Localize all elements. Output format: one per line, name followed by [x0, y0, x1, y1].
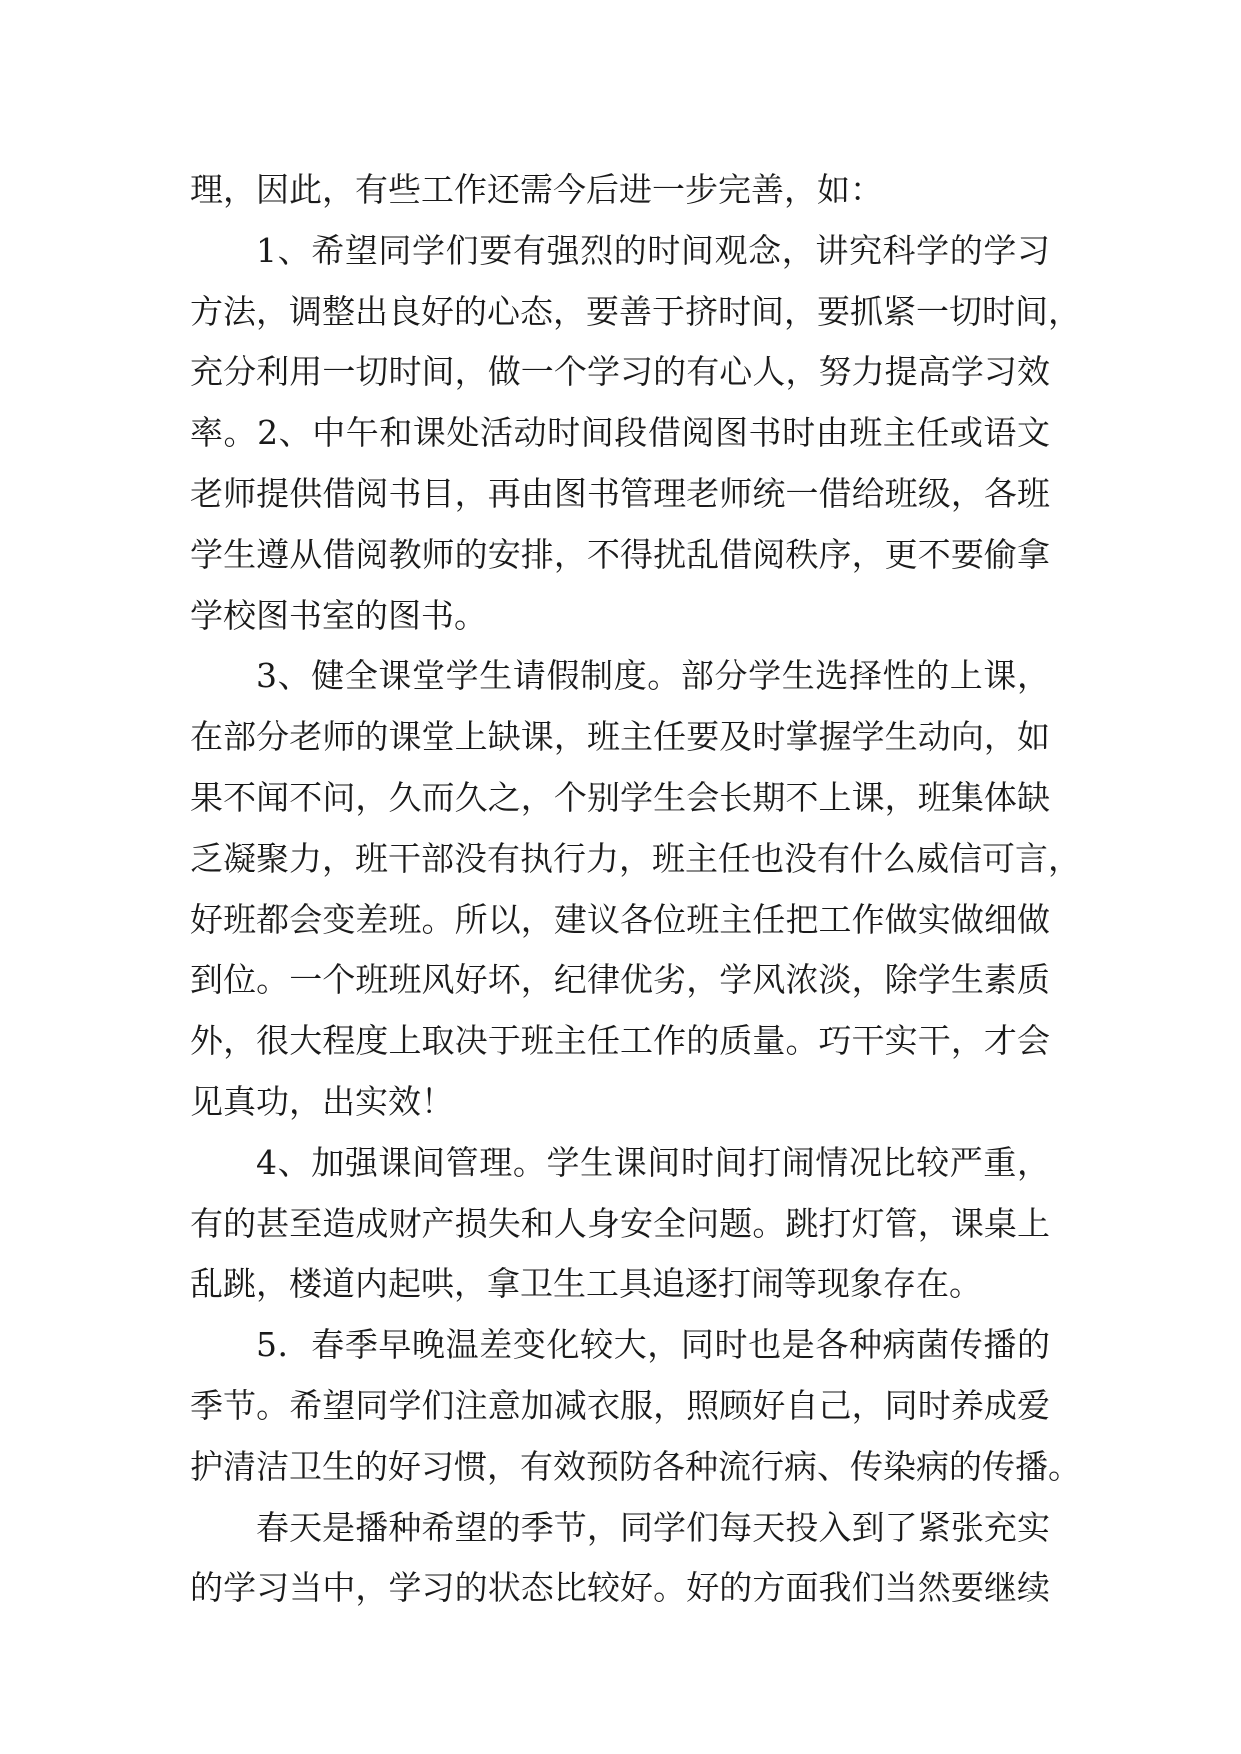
text-line: 老师提供借阅书目，再由图书管理老师统一借给班级，各班	[190, 473, 1050, 513]
text-line: 3、健全课堂学生请假制度。部分学生选择性的上课，	[256, 656, 1050, 696]
text-line: 外，很大程度上取决于班主任工作的质量。巧干实干，才会	[190, 1021, 1050, 1061]
text-line: 好班都会变差班。所以，建议各位班主任把工作做实做细做	[190, 899, 1050, 939]
text-line: 理，因此，有些工作还需今后进一步完善，如：	[190, 170, 883, 209]
text-line: 学生遵从借阅教师的安排，不得扰乱借阅秩序，更不要偷拿	[190, 534, 1050, 574]
document-body	[190, 160, 1081, 1619]
text-line: 春天是播种希望的季节，同学们每天投入到了紧张充实	[256, 1507, 1050, 1547]
text-line: 乏凝聚力，班干部没有执行力，班主任也没有什么威信可言，	[190, 838, 1081, 878]
text-line: 果不闻不问，久而久之，个别学生会长期不上课，班集体缺	[190, 777, 1050, 817]
text-line: 季节。希望同学们注意加减衣服，照顾好自己，同时养成爱	[190, 1385, 1050, 1425]
text-line: 的学习当中，学习的状态比较好。好的方面我们当然要继续	[190, 1568, 1050, 1608]
text-line: 到位。一个班班风好坏，纪律优劣，学风浓淡，除学生素质	[190, 960, 1050, 1000]
text-line: 在部分老师的课堂上缺课，班主任要及时掌握学生动向，如	[190, 717, 1050, 757]
text-line: 见真功，出实效！	[190, 1081, 454, 1121]
text-line: 方法，调整出良好的心态，要善于挤时间，要抓紧一切时间，	[190, 291, 1081, 331]
text-line: 有的甚至造成财产损失和人身安全问题。跳打灯管，课桌上	[190, 1203, 1050, 1243]
text-line: 5．春季早晚温差变化较大，同时也是各种病菌传播的	[256, 1325, 1050, 1365]
text-line: 护清洁卫生的好习惯，有效预防各种流行病、传染病的传播。	[190, 1446, 1081, 1486]
text-line: 乱跳，楼道内起哄，拿卫生工具追逐打闹等现象存在。	[190, 1264, 982, 1304]
text-line: 率。2、中午和课处活动时间段借阅图书时由班主任或语文	[190, 413, 1050, 453]
text-line: 学校图书室的图书。	[190, 595, 487, 635]
text-line: 1、希望同学们要有强烈的时间观念，讲究科学的学习	[256, 230, 1050, 270]
text-line: 4、加强课间管理。学生课间时间打闹情况比较严重，	[256, 1142, 1050, 1182]
text-line: 充分利用一切时间，做一个学习的有心人，努力提高学习效	[190, 352, 1050, 392]
